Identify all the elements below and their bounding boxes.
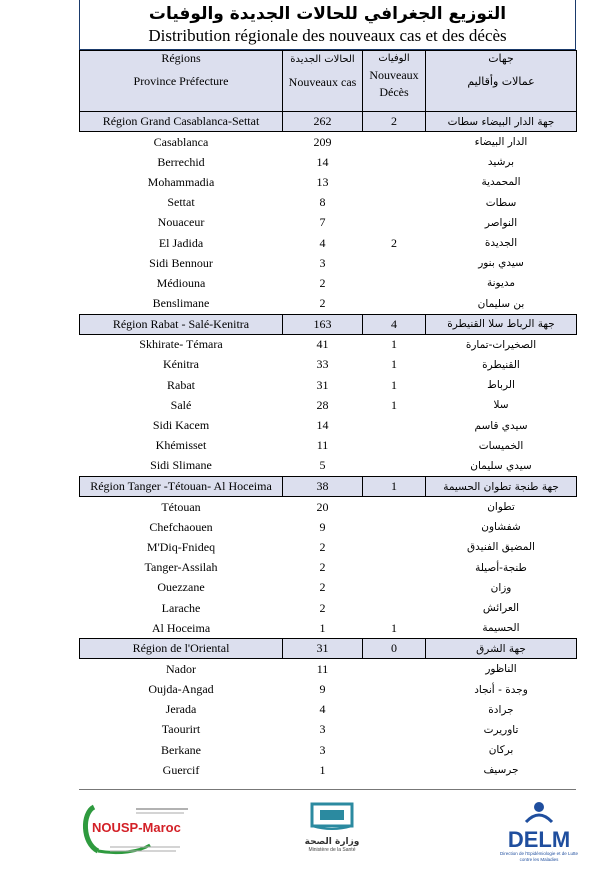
province-cases: 4 xyxy=(319,702,326,717)
province-row xyxy=(80,680,577,700)
province-name: Al Hoceima xyxy=(151,620,211,635)
province-name-ar: المضيق الفنيدق xyxy=(467,541,535,554)
province-cases: 1 xyxy=(319,620,326,635)
province-name-ar: وزان xyxy=(490,581,512,594)
province-name: Benslimane xyxy=(152,296,210,311)
province-cases: 7 xyxy=(319,215,326,230)
region-cases: 38 xyxy=(283,477,363,497)
province-row xyxy=(80,456,577,477)
province-row xyxy=(80,618,577,639)
province-row xyxy=(80,720,577,740)
province-name: Kénitra xyxy=(163,357,199,372)
province-name-ar: سيدي قاسم xyxy=(474,419,528,432)
header-regions-label: Régions xyxy=(161,51,201,65)
delm-emblem-icon xyxy=(498,800,580,824)
province-deaths: 2 xyxy=(391,235,397,250)
province-row xyxy=(80,355,577,375)
header-deaths-fr-2: Décès xyxy=(379,85,409,99)
province-cases: 41 xyxy=(316,337,329,352)
region-name-ar: جهة الدار البيضاء سطات xyxy=(426,112,577,132)
province-cases: 1 xyxy=(319,762,326,777)
distribution-table xyxy=(79,50,577,780)
province-deaths xyxy=(363,213,426,233)
header-new-cases-ar: الحالات الجديدة xyxy=(290,54,355,65)
province-deaths xyxy=(363,760,426,780)
province-deaths xyxy=(363,253,426,273)
province-row xyxy=(80,334,577,355)
province-deaths xyxy=(363,659,426,680)
province-cases: 9 xyxy=(319,519,326,534)
province-name-ar: الرباط xyxy=(487,379,515,392)
province-name-ar: جرادة xyxy=(488,703,514,716)
province-row xyxy=(80,740,577,760)
province-row xyxy=(80,294,577,315)
region-deaths: 2 xyxy=(363,112,426,132)
province-name-ar: سيدي بنور xyxy=(478,257,524,270)
province-name: Settat xyxy=(167,195,195,210)
province-deaths xyxy=(363,152,426,172)
region-cases: 31 xyxy=(283,639,363,659)
province-deaths xyxy=(363,436,426,456)
province-cases: 14 xyxy=(316,418,329,433)
nousp-logo xyxy=(80,803,192,855)
province-name: Oujda-Angad xyxy=(148,682,214,697)
province-name: Sidi Kacem xyxy=(152,418,210,433)
province-row xyxy=(80,558,577,578)
province-cases: 5 xyxy=(319,458,326,473)
province-name: Larache xyxy=(161,600,201,615)
province-name: Mohammadia xyxy=(147,174,215,189)
province-cases: 8 xyxy=(319,195,326,210)
province-deaths xyxy=(363,700,426,720)
header-province-label: Province Préfecture xyxy=(133,74,229,88)
province-cases: 11 xyxy=(316,438,329,453)
province-name-ar: وجدة - أنجاد xyxy=(474,683,528,696)
header-new-cases-fr: Nouveaux cas xyxy=(288,75,357,89)
province-deaths xyxy=(363,497,426,518)
province-name-ar: العرائش xyxy=(482,602,520,615)
province-row xyxy=(80,152,577,172)
province-name-ar: برشيد xyxy=(487,156,515,169)
province-row xyxy=(80,537,577,557)
region-row xyxy=(80,112,577,132)
province-row xyxy=(80,598,577,618)
province-name-ar: الجديدة xyxy=(484,237,518,250)
province-name-ar: الصخيرات-تمارة xyxy=(465,338,537,351)
province-deaths xyxy=(363,558,426,578)
footer-divider xyxy=(79,789,576,790)
title-box xyxy=(79,0,576,50)
region-name: Région Grand Casablanca-Settat xyxy=(80,112,283,132)
province-name-ar: الحسيمة xyxy=(482,622,520,635)
province-name: El Jadida xyxy=(158,235,204,250)
province-cases: 2 xyxy=(319,275,326,290)
province-cases: 11 xyxy=(316,661,329,676)
header-regions-ar-1: جهات xyxy=(488,52,514,65)
province-row xyxy=(80,395,577,415)
province-name-ar: سيدي سليمان xyxy=(470,459,532,472)
province-row xyxy=(80,233,577,253)
delm-logo-text: DELM xyxy=(507,827,571,852)
province-name-ar: المحمدية xyxy=(481,176,521,189)
header-regions-ar-2: عمالات وأقاليم xyxy=(467,75,535,88)
province-name: Salé xyxy=(170,397,192,412)
province-row xyxy=(80,253,577,273)
table-header xyxy=(80,51,577,112)
province-name: Tanger-Assilah xyxy=(144,560,218,575)
province-name-ar: الخميسات xyxy=(478,439,524,452)
province-deaths xyxy=(363,193,426,213)
province-cases: 4 xyxy=(319,235,326,250)
region-cases: 262 xyxy=(283,112,363,132)
title-french: Distribution régionale des nouveaux cas et des décès xyxy=(148,26,507,45)
province-cases: 9 xyxy=(319,682,326,697)
province-deaths: 1 xyxy=(391,620,397,635)
header-deaths-ar: الوفيات xyxy=(378,53,410,64)
region-name: Région de l'Oriental xyxy=(80,639,283,659)
province-deaths: 1 xyxy=(391,397,397,412)
province-name: Sidi Bennour xyxy=(149,255,213,270)
province-cases: 31 xyxy=(316,377,329,392)
province-cases: 2 xyxy=(319,600,326,615)
region-name-ar: جهة طنجة تطوان الحسيمة xyxy=(426,477,577,497)
province-cases: 2 xyxy=(319,560,326,575)
header-deaths xyxy=(363,51,426,112)
province-name-ar: شفشاون xyxy=(481,521,521,534)
province-name: Berkane xyxy=(161,742,201,757)
province-row xyxy=(80,497,577,518)
province-cases: 2 xyxy=(319,296,326,311)
province-deaths xyxy=(363,720,426,740)
province-cases: 33 xyxy=(316,357,329,372)
ministry-name-fr: Ministère de la Santé xyxy=(308,847,356,853)
province-name-ar: بن سليمان xyxy=(477,297,525,310)
province-cases: 3 xyxy=(319,742,326,757)
province-name-ar: طنجة-أصيلة xyxy=(475,561,527,574)
region-row xyxy=(80,639,577,659)
province-row xyxy=(80,415,577,435)
header-regions-ar xyxy=(426,51,577,112)
province-name-ar: سلا xyxy=(493,399,509,412)
delm-logo xyxy=(498,800,580,862)
province-name-ar: تاوريرت xyxy=(483,723,519,736)
province-name: Médiouna xyxy=(156,275,206,290)
province-name-ar: الدار البيضاء xyxy=(474,136,528,149)
region-deaths: 0 xyxy=(363,639,426,659)
province-row xyxy=(80,659,577,680)
province-row xyxy=(80,517,577,537)
province-row xyxy=(80,578,577,598)
province-deaths: 1 xyxy=(391,337,397,352)
province-cases: 3 xyxy=(319,722,326,737)
province-row xyxy=(80,273,577,293)
province-row xyxy=(80,132,577,153)
region-name: Région Tanger -Tétouan- Al Hoceima xyxy=(80,477,283,497)
province-row xyxy=(80,172,577,192)
region-deaths: 4 xyxy=(363,314,426,334)
province-cases: 2 xyxy=(319,539,326,554)
region-name-ar: جهة الرباط سلا القنيطرة xyxy=(426,314,577,334)
ministry-name-ar: وزارة الصحة xyxy=(304,837,360,847)
province-cases: 20 xyxy=(316,499,329,514)
ministry-logo xyxy=(300,802,364,858)
region-row xyxy=(80,477,577,497)
province-deaths xyxy=(363,537,426,557)
header-new-cases xyxy=(283,51,363,112)
region-deaths: 1 xyxy=(363,477,426,497)
province-name: Sidi Slimane xyxy=(150,458,212,473)
region-cases: 163 xyxy=(283,314,363,334)
province-name-ar: مديونة xyxy=(486,277,516,290)
province-cases: 209 xyxy=(313,134,332,149)
province-deaths xyxy=(363,273,426,293)
province-name: Nouaceur xyxy=(157,215,205,230)
province-row xyxy=(80,700,577,720)
region-name-ar: جهة الشرق xyxy=(426,639,577,659)
province-name-ar: تطوان xyxy=(487,501,515,514)
province-name: Taourirt xyxy=(161,722,201,737)
delm-logo-subtitle: Direction de l'Epidémiologie et de Lutte contre les Maladies xyxy=(500,851,578,862)
province-cases: 13 xyxy=(316,174,329,189)
province-row xyxy=(80,193,577,213)
province-name: Jerada xyxy=(165,702,197,717)
province-name: Skhirate- Témara xyxy=(139,337,223,352)
province-deaths xyxy=(363,680,426,700)
province-deaths xyxy=(363,598,426,618)
province-row xyxy=(80,375,577,395)
region-row xyxy=(80,314,577,334)
region-name: Région Rabat - Salé-Kenitra xyxy=(80,314,283,334)
province-cases: 2 xyxy=(319,580,326,595)
province-name: Ouezzane xyxy=(157,580,205,595)
province-name: Guercif xyxy=(162,762,200,777)
province-deaths xyxy=(363,517,426,537)
province-deaths xyxy=(363,294,426,315)
province-name-ar: بركان xyxy=(488,744,514,757)
title-arabic: التوزيع الجغرافي للحالات الجديدة والوفيات xyxy=(148,4,507,24)
ministry-emblem-icon xyxy=(300,802,364,832)
province-name: Rabat xyxy=(167,377,195,392)
province-deaths xyxy=(363,172,426,192)
province-name: Nador xyxy=(166,661,196,676)
nousp-logo-text: NOUSP-Maroc xyxy=(92,820,181,835)
province-name: Casablanca xyxy=(153,134,209,149)
header-regions-fr xyxy=(80,51,283,112)
province-name: Khémisset xyxy=(155,438,207,453)
province-deaths xyxy=(363,578,426,598)
province-deaths: 1 xyxy=(391,377,397,392)
province-cases: 28 xyxy=(316,397,329,412)
province-name: Berrechid xyxy=(157,154,205,169)
province-deaths: 1 xyxy=(391,357,397,372)
province-deaths xyxy=(363,740,426,760)
province-name: M'Diq-Fnideq xyxy=(146,539,216,554)
province-cases: 3 xyxy=(319,255,326,270)
province-name: Chefchaouen xyxy=(149,519,213,534)
province-name-ar: جرسيف xyxy=(483,764,519,777)
province-name-ar: سطات xyxy=(485,196,517,209)
province-name-ar: القنيطرة xyxy=(482,358,520,371)
province-deaths xyxy=(363,415,426,435)
header-deaths-fr-1: Nouveaux xyxy=(369,68,419,82)
province-deaths xyxy=(363,132,426,153)
province-cases: 14 xyxy=(316,154,329,169)
province-row xyxy=(80,213,577,233)
province-deaths xyxy=(363,456,426,477)
province-row xyxy=(80,760,577,780)
province-name: Tétouan xyxy=(161,499,201,514)
province-row xyxy=(80,436,577,456)
province-name-ar: النواصر xyxy=(484,216,518,229)
province-name-ar: الناظور xyxy=(485,663,517,676)
